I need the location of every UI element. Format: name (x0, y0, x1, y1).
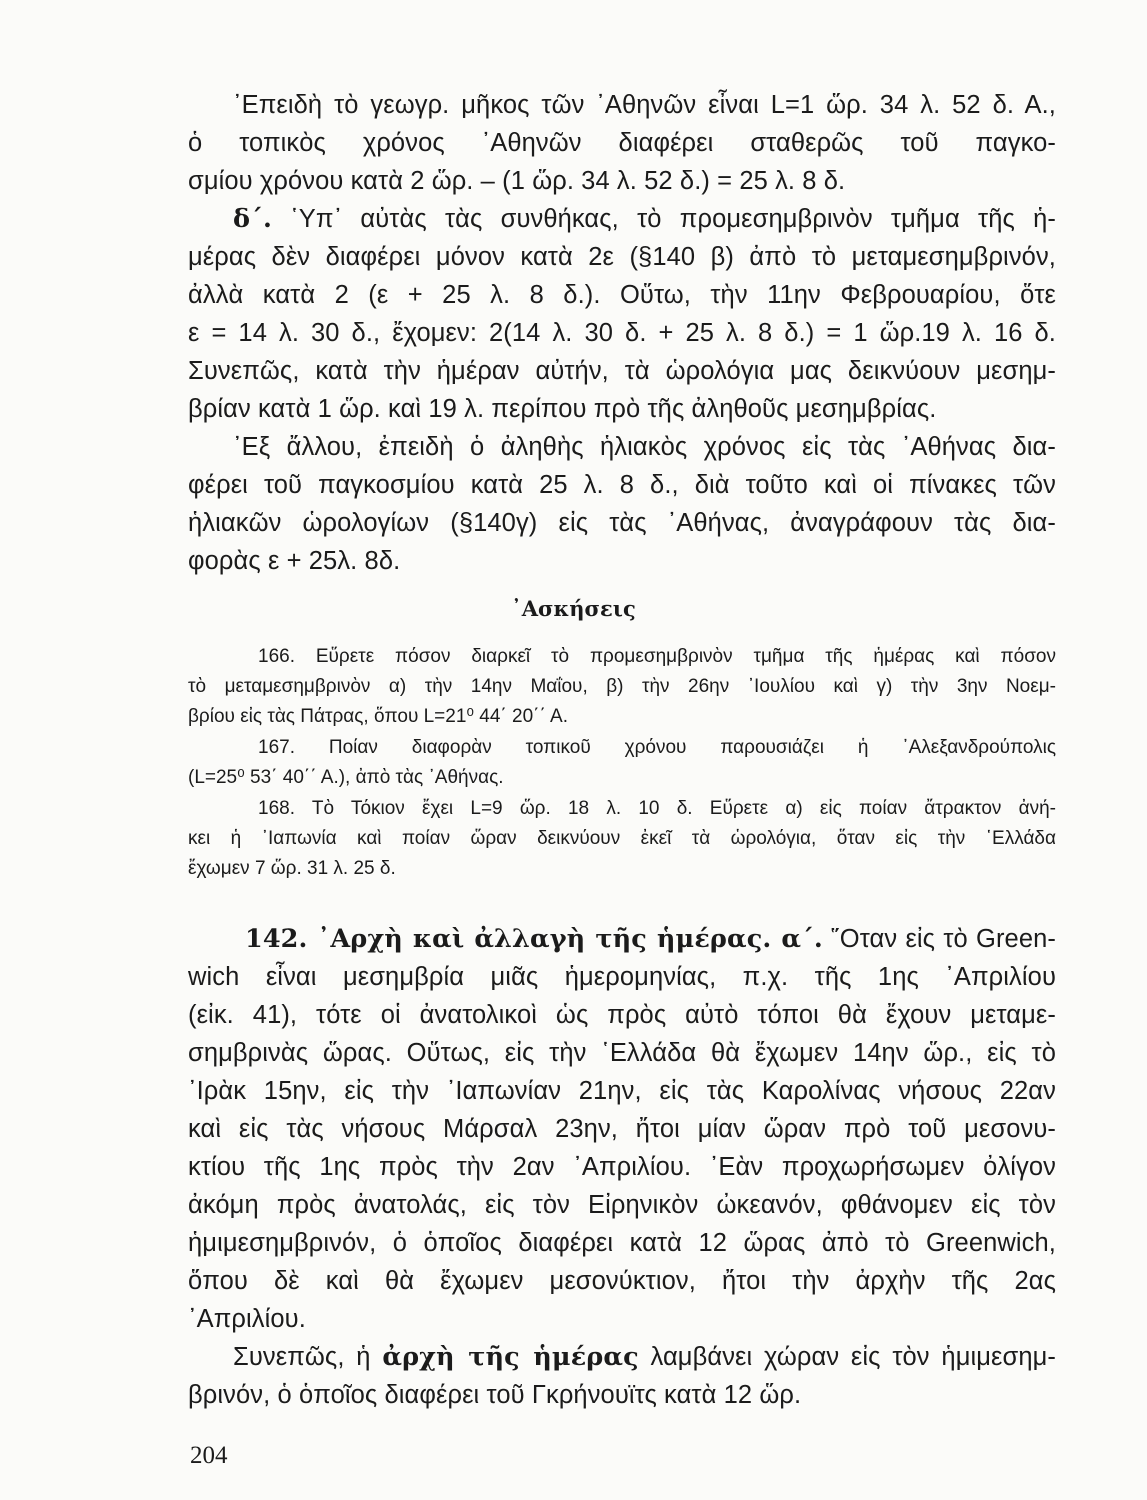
text-line: ᾿Εξ ἄλλου, ἐπειδὴ ὁ ἀληθὴς ἡλιακὸς χρόνος εἰς τὰς ᾿Αθήνας δια- (233, 433, 1056, 461)
text-line: βρινόν, ὁ ὁποῖος διαφέρει τοῦ Γκρήνουϊτς κατὰ 12 ὥρ. (188, 1381, 802, 1409)
text-line: φορὰς ε + 25λ. 8δ. (188, 547, 401, 575)
text-line: ὅπου δὲ καὶ θὰ ἔχωμεν μεσονύκτιον, ἤτοι τὴν ἀρχὴν τῆς 2ας (188, 1267, 1056, 1295)
section-heading: 142. ᾿Αρχὴ καὶ ἀλλαγὴ τῆς ἡμέρας. α΄. (245, 924, 823, 954)
text-span: Συνεπῶς, ἡ (233, 1343, 383, 1371)
text-line: ᾿Απριλίου. (188, 1305, 306, 1333)
text-line: καὶ εἰς τὰς νήσους Μάρσαλ 23ην, ἤτοι μίαν ὥραν πρὸ τοῦ μεσονυ- (188, 1115, 1056, 1143)
page-number: 204 (190, 1442, 228, 1469)
exercise-line: (L=25⁰ 53΄ 40΄΄ Α.), ἀπὸ τὰς ᾿Αθήνας. (188, 767, 504, 788)
exercises-heading: ᾿Ασκήσεις (511, 596, 636, 621)
text-line: ἡμιμεσημβρινόν, ὁ ὁποῖος διαφέρει κατὰ 12 ὥρας ἀπὸ τὸ Greenwich, (188, 1229, 1056, 1257)
text-line (233, 1338, 1056, 1376)
text-line: ἡλιακῶν ὡρολογίων (§140γ) εἰς τὰς ᾿Αθήνας, ἀναγράφουν τὰς δια- (188, 509, 1056, 537)
text-line: φέρει τοῦ παγκοσμίου κατὰ 25 λ. 8 δ., διὰ τοῦτο καὶ οἱ πίνακες τῶν (188, 471, 1056, 499)
text-span: λαμβάνει χώραν εἰς τὸν ἡμιμεσημ- (638, 1343, 1057, 1371)
text-line: (εἰκ. 41), τότε οἱ ἀνατολικοὶ ὡς πρὸς αὐτὸ τόποι θὰ ἔχουν μεταμε- (188, 1001, 1056, 1029)
exercise-line: 166. Εὕρετε πόσον διαρκεῖ τὸ προμεσημβρινὸν τμῆμα τῆς ἡμέρας καὶ πόσον (258, 646, 1056, 667)
text-span: ῾Υπ᾿ αὐτὰς τὰς συνθήκας, τὸ προμεσημβρινὸν τμῆμα τῆς ἡ- (290, 205, 1056, 233)
exercise-line: τὸ μεταμεσημβρινὸν α) τὴν 14ην Μαΐου, β) τὴν 26ην ᾿Ιουλίου καὶ γ) τὴν 3ην Νοεμ- (188, 676, 1056, 697)
text-line: ἀκόμη πρὸς ἀνατολάς, εἰς τὸν Εἰρηνικὸν ὠκεανόν, φθάνομεν εἰς τὸν (188, 1191, 1056, 1219)
text-line: Συνεπῶς, κατὰ τὴν ἡμέραν αὐτήν, τὰ ὡρολόγια μας δεικνύουν μεσημ- (188, 357, 1056, 385)
section-first-line (245, 920, 1056, 958)
text-line: σημβρινὰς ὥρας. Οὕτως, εἰς τὴν ῾Ελλάδα θὰ ἔχωμεν 14ην ὥρ., εἰς τὸ (188, 1039, 1056, 1067)
text-line: σμίου χρόνου κατὰ 2 ὥρ. – (1 ὥρ. 34 λ. 52 δ.) = 25 λ. 8 δ. (188, 167, 846, 195)
text-line: κτίου τῆς 1ης πρὸς τὴν 2αν ᾿Απριλίου. ᾿Εὰν προχωρήσωμεν ὀλίγον (188, 1153, 1056, 1181)
text-line: ε = 14 λ. 30 δ., ἔχομεν: 2(14 λ. 30 δ. + 25 λ. 8 δ.) = 1 ὥρ.19 λ. 16 δ. (188, 319, 1056, 347)
text-line: ᾿Ιρὰκ 15ην, εἰς τὴν ᾿Ιαπωνίαν 21ην, εἰς τὰς Καρολίνας νήσους 22αν (188, 1077, 1056, 1105)
exercise-line: ἔχωμεν 7 ὥρ. 31 λ. 25 δ. (188, 858, 396, 879)
subsection-label: δ΄. (233, 204, 272, 234)
text-line: ᾿Επειδὴ τὸ γεωγρ. μῆκος τῶν ᾿Αθηνῶν εἶναι L=1 ὥρ. 34 λ. 52 δ. Α., (233, 91, 1056, 119)
text-span: ῞Οταν εἰς τὸ Green- (831, 925, 1056, 953)
text-line: ἀλλὰ κατὰ 2 (ε + 25 λ. 8 δ.). Οὕτω, τὴν 11ην Φεβρουαρίου, ὅτε (188, 281, 1056, 309)
exercise-line: 168. Τὸ Τόκιον ἔχει L=9 ὥρ. 18 λ. 10 δ. Εὕρετε α) εἰς ποίαν ἄτρακτον ἀνή- (258, 798, 1056, 819)
exercise-line: βρίου εἰς τὰς Πάτρας, ὅπου L=21⁰ 44΄ 20΄΄ Α. (188, 706, 569, 727)
exercise-line: κει ἡ ᾿Ιαπωνία καὶ ποίαν ὥραν δεικνύουν ἐκεῖ τὰ ὡρολόγια, ὅταν εἰς τὴν ῾Ελλάδα (188, 828, 1056, 849)
text-line: wich εἶναι μεσημβρία μιᾶς ἡμερομηνίας, π.χ. τῆς 1ης ᾿Απριλίου (188, 963, 1056, 991)
text-line (233, 200, 1056, 238)
text-line: βρίαν κατὰ 1 ὥρ. καὶ 19 λ. περίπου πρὸ τῆς ἀληθοῦς μεσημβρίας. (188, 395, 937, 423)
exercise-line: 167. Ποίαν διαφορὰν τοπικοῦ χρόνου παρουσιάζει ἡ ᾿Αλεξανδρούπολις (258, 737, 1056, 758)
text-line: μέρας δὲν διαφέρει μόνον κατὰ 2ε (§140 β) ἀπὸ τὸ μεταμεσημβρινόν, (188, 243, 1056, 271)
text-line: ὁ τοπικὸς χρόνος ᾿Αθηνῶν διαφέρει σταθερῶς τοῦ παγκο- (188, 129, 1056, 157)
emphasis-text: ἀρχὴ τῆς ἡμέρας (382, 1342, 639, 1372)
